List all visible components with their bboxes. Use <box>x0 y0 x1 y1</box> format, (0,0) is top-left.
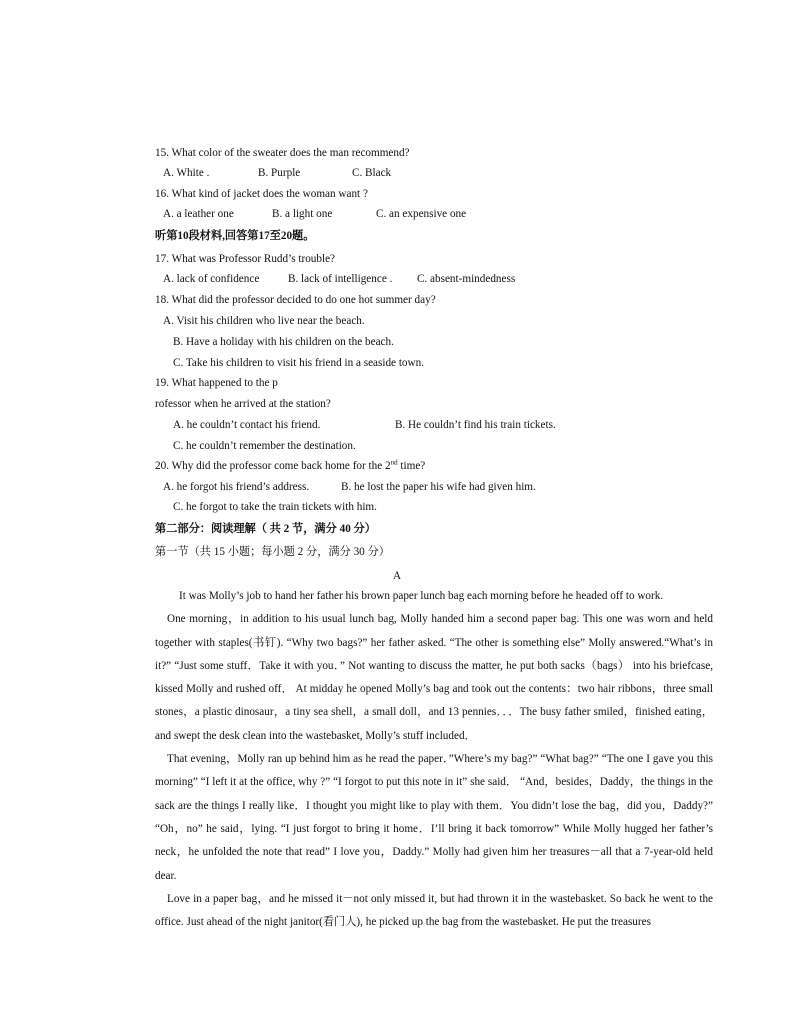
passage-a <box>155 585 713 934</box>
passage-paragraph-2: One morning，in addition to his usual lunch bag, Molly handed him a second paper bag. This one was worn and held together with staples(书钉). “Why two bags?” her father asked. “The other is something else” Molly answered.“What’s in it?” “Just some stuff．Take it with you．” Not wanting to discuss the matter, he put both sacks（bags） into his briefcase, kissed Molly and rushed off． At midday he opened Molly’s bag and took out the contents：two hair ribbons，three small stones，a plastic dinosaur，a tiny sea shell，a small doll，and 13 pennies．．．The busy father smiled，finished eating，and swept the desk clean into the wastebasket, Molly’s stuff included． <box>155 613 713 742</box>
q16-option-c: C. an expensive one <box>376 208 467 220</box>
question-19-line1: 19. What happened to the p <box>155 377 278 389</box>
section-10-instruction: 听第10段材料,回答第17至20题。 <box>155 230 315 242</box>
q16-option-a: A. a leather one <box>163 208 234 220</box>
q20-option-a: A. he forgot his friend’s address. <box>163 481 310 493</box>
section-1-heading: 第一节（共 15 小题；每小题 2 分，满分 30 分） <box>155 546 390 558</box>
passage-paragraph-4: Love in a paper bag，and he missed it－not only missed it, but had thrown it in the wastebasket. So back he went to the office. Just ahead of the night janitor(看门人), he picked up the bag from the wastebasket. He put the treasures <box>155 892 713 929</box>
q15-option-a: A. White . <box>163 167 210 179</box>
q16-option-b: B. a light one <box>272 208 333 220</box>
q15-option-b: B. Purple <box>258 167 301 179</box>
q20-option-b: B. he lost the paper his wife had given him. <box>341 481 536 493</box>
question-20-tail: time? <box>397 460 426 472</box>
passage-paragraph-1: It was Molly’s job to hand her father his brown paper lunch bag each morning before he headed off to work. <box>179 590 664 602</box>
question-18: 18. What did the professor decided to do one hot summer day? <box>155 294 436 306</box>
q17-option-b: B. lack of intelligence . <box>288 273 393 285</box>
question-20-text: 20. Why did the professor come back home for the 2 <box>155 460 391 472</box>
q18-option-c: C. Take his children to visit his friend in a seaside town. <box>173 357 424 369</box>
question-19-line2: rofessor when he arrived at the station? <box>155 398 331 410</box>
q15-option-c: C. Black <box>352 167 392 179</box>
question-17: 17. What was Professor Rudd’s trouble? <box>155 253 336 265</box>
q19-option-c: C. he couldn’t remember the destination. <box>173 440 356 452</box>
q19-option-b: B. He couldn’t find his train tickets. <box>395 419 556 431</box>
question-16: 16. What kind of jacket does the woman want ? <box>155 188 368 200</box>
q19-option-a: A. he couldn’t contact his friend. <box>173 419 321 431</box>
question-20-superscript: nd <box>390 458 398 467</box>
q18-option-b: B. Have a holiday with his children on the beach. <box>173 336 394 348</box>
passage-label: A <box>392 570 402 582</box>
q17-option-a: A. lack of confidence <box>163 273 260 285</box>
question-15: 15. What color of the sweater does the man recommend? <box>155 147 410 159</box>
q18-option-a: A. Visit his children who live near the beach. <box>163 315 365 327</box>
question-20 <box>155 459 425 473</box>
part-2-heading: 第二部分：阅读理解（ 共 2 节，满分 40 分） <box>155 523 376 535</box>
passage-paragraph-3: That evening，Molly ran up behind him as he read the paper．”Where’s my bag?” “What bag?” “The one I gave you this morning” “I left it at the office, why ?” “I forgot to put this note in it” she said． “And，besides，Daddy，the things in the sack are the things I really like．I thought you might like to play with them．You didn’t lose the bag，did you，Daddy?” “Oh，no” he said，lying. “I just forgot to bring it home．I’ll bring it back tomorrow” While Molly hugged her father’s neck，he unfolded the note that read” I love you，Daddy.” Molly had given him her treasures－all that a 7-year-old held dear. <box>155 753 713 882</box>
q17-option-c: C. absent-mindedness <box>417 273 516 285</box>
q20-option-c: C. he forgot to take the train tickets with him. <box>173 501 377 513</box>
